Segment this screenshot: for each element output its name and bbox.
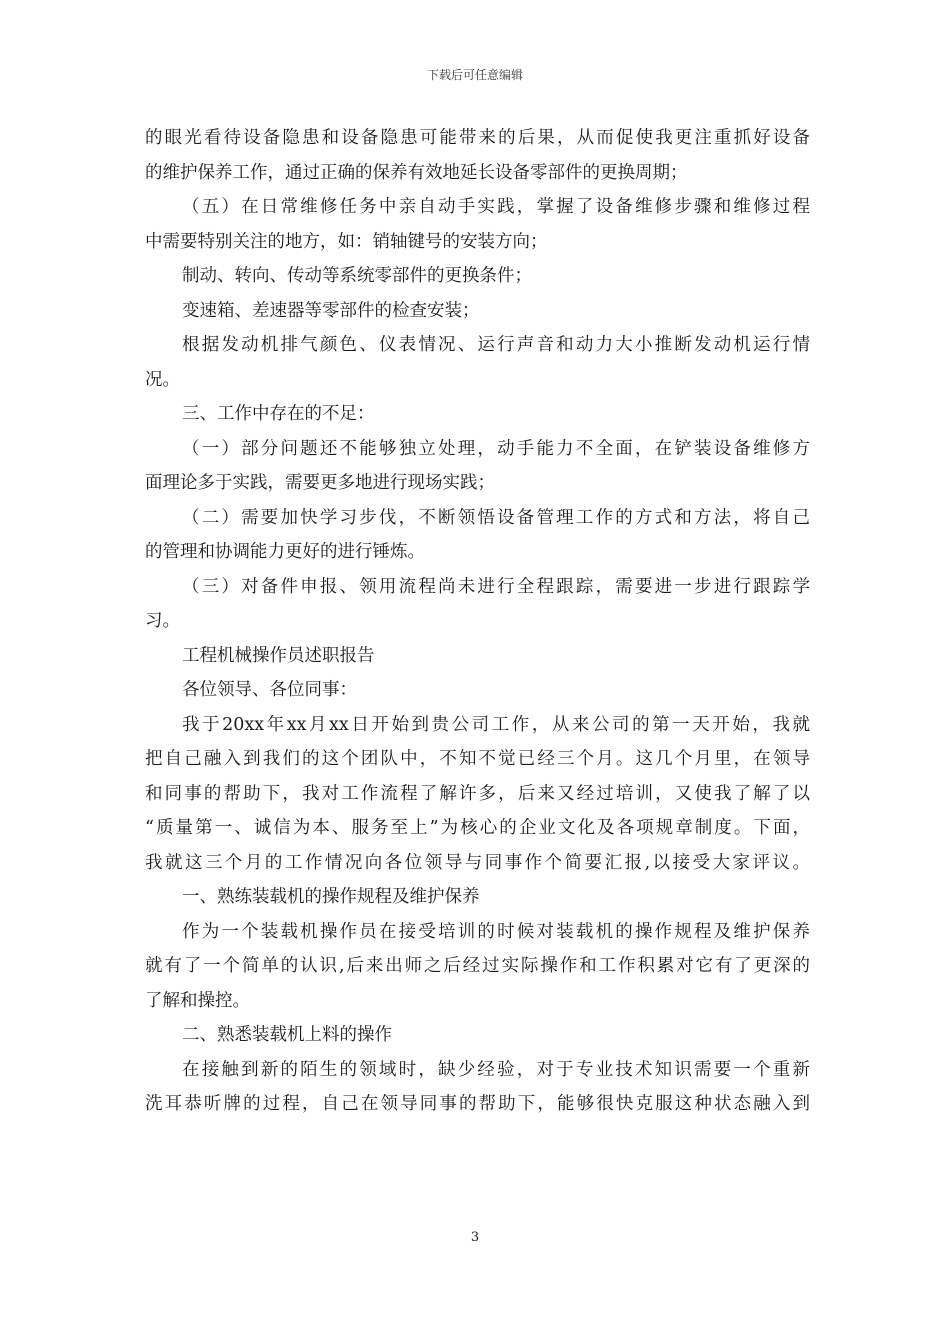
text-line: 和同事的帮助下，我对工作流程了解许多，后来又经过培训，又使我了解了以 — [145, 783, 810, 804]
text-line: （三）对备件申报、领用流程尚未进行全程跟踪，需要进一步进行跟踪学 — [182, 576, 810, 597]
text-line: 在接触到新的陌生的领域时，缺少经验，对于专业技术知识需要一个重新 — [182, 1059, 810, 1080]
text-line: （一）部分问题还不能够独立处理，动手能力不全面，在铲装设备维修方 — [182, 438, 810, 459]
text-line: 的管理和协调能力更好的进行锤炼。 — [145, 542, 425, 562]
text-line: 洗耳恭听牌的过程，自己在领导同事的帮助下，能够很快克服这种状态融入到 — [145, 1094, 810, 1114]
text-line: 的眼光看待设备隐患和设备隐患可能带来的后果，从而促使我更注重抓好设备 — [145, 128, 810, 148]
text-line: 三、工作中存在的不足： — [182, 404, 375, 424]
text-line: 各位领导、各位同事： — [182, 680, 357, 700]
text-line: 我于20xx年xx月xx日开始到贵公司工作，从来公司的第一天开始，我就 — [182, 714, 810, 735]
text-line: 制动、转向、传动等系统零部件的更换条件； — [182, 266, 532, 286]
text-line: 一、熟练装载机的操作规程及维护保养 — [182, 887, 480, 907]
text-line: 面理论多于实践，需要更多地进行现场实践； — [145, 473, 495, 493]
text-line: 况。 — [145, 369, 180, 390]
text-line: 二、熟悉装载机上料的操作 — [182, 1025, 392, 1045]
text-line: 根据发动机排气颜色、仪表情况、运行声音和动力大小推断发动机运行情 — [182, 335, 810, 355]
text-line: 就有了一个简单的认识,后来出师之后经过实际操作和工作积累对它有了更深的 — [145, 956, 810, 976]
text-line: （二）需要加快学习步伐，不断领悟设备管理工作的方式和方法，将自己 — [182, 507, 810, 528]
text-line: 我就这三个月的工作情况向各位领导与同事作个简要汇报,以接受大家评议。 — [145, 852, 810, 873]
text-line: 工程机械操作员述职报告 — [182, 645, 375, 666]
text-line: “质量第一、诚信为本、服务至上”为核心的企业文化及各项规章制度。下面， — [145, 818, 810, 838]
document-body — [145, 121, 810, 1122]
text-line: 变速箱、差速器等零部件的检查安装； — [182, 300, 480, 321]
text-line: 作为一个装载机操作员在接受培训的时候对装载机的操作规程及维护保养 — [182, 921, 810, 942]
page-header: 下载后可任意编辑 — [426, 68, 523, 82]
page-number: 3 — [470, 1230, 480, 1245]
text-line: （五）在日常维修任务中亲自动手实践，掌握了设备维修步骤和维修过程 — [182, 197, 810, 217]
text-line: 把自己融入到我们的这个团队中，不知不觉已经三个月。这几个月里，在领导 — [145, 749, 810, 769]
text-line: 的维护保养工作，通过正确的保养有效地延长设备零部件的更换周期； — [145, 162, 688, 183]
text-line: 习。 — [145, 611, 180, 631]
text-line: 了解和操控。 — [145, 990, 250, 1011]
text-line: 中需要特别关注的地方，如：销轴键号的安装方向； — [145, 231, 548, 252]
